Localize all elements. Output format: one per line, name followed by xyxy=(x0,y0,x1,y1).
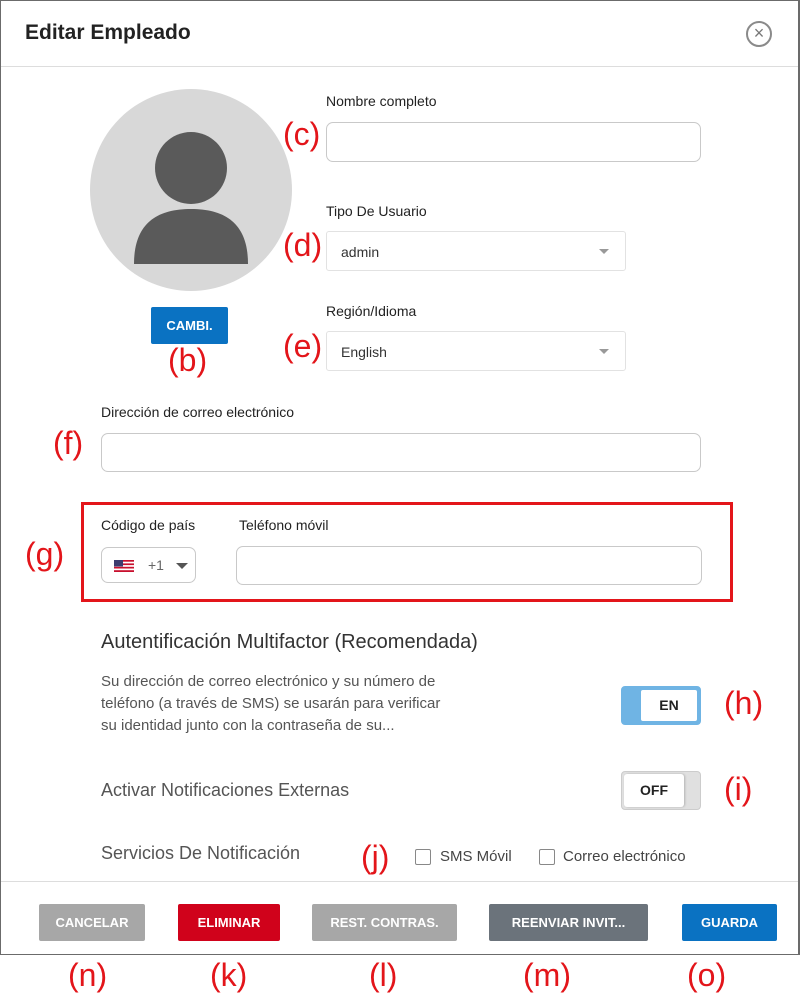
annotation-c: (c) xyxy=(283,116,321,152)
annotation-k: (k) xyxy=(210,957,248,993)
user-type-label: Tipo De Usuario xyxy=(326,203,427,219)
annotation-i: (i) xyxy=(724,771,753,807)
annotation-h: (h) xyxy=(724,685,764,721)
chevron-down-icon xyxy=(599,349,609,354)
region-value: English xyxy=(341,344,387,360)
sms-checkbox[interactable] xyxy=(415,849,431,865)
chevron-down-icon xyxy=(599,249,609,254)
notification-services-label: Servicios De Notificación xyxy=(101,843,301,863)
external-notifications-toggle-label: OFF xyxy=(624,774,684,807)
mfa-description-line: teléfono (a través de SMS) se usarán para verificar xyxy=(101,695,441,712)
dialog-title: Editar Empleado xyxy=(25,21,191,44)
mfa-toggle-label: EN xyxy=(641,690,697,721)
annotation-d: (d) xyxy=(283,227,323,263)
mfa-description xyxy=(101,671,491,737)
full-name-label: Nombre completo xyxy=(326,93,437,109)
dialog-header xyxy=(1,1,798,67)
sms-checkbox-label: SMS Móvil xyxy=(440,848,512,865)
annotation-f: (f) xyxy=(53,425,84,461)
country-code-value: +1 xyxy=(148,557,164,573)
email-checkbox-label: Correo electrónico xyxy=(563,848,686,865)
annotation-e: (e) xyxy=(283,328,323,364)
annotation-l: (l) xyxy=(369,957,398,993)
delete-button[interactable]: ELIMINAR xyxy=(178,904,280,941)
cancel-button[interactable]: CANCELAR xyxy=(39,904,145,941)
reset-password-button[interactable]: REST. CONTRAS. xyxy=(312,904,457,941)
user-type-value: admin xyxy=(341,244,380,260)
user-avatar-icon xyxy=(90,89,292,291)
external-notifications-toggle[interactable] xyxy=(621,771,701,810)
email-label: Dirección de correo electrónico xyxy=(101,404,294,420)
annotation-b: (b) xyxy=(168,342,208,378)
mobile-phone-input[interactable] xyxy=(236,546,702,585)
full-name-input[interactable] xyxy=(326,122,701,162)
annotation-m: (m) xyxy=(523,957,571,993)
close-icon[interactable]: × xyxy=(746,21,772,47)
country-code-select[interactable] xyxy=(101,547,196,583)
mfa-title: Autentificación Multifactor (Recomendada) xyxy=(101,631,478,653)
annotation-g: (g) xyxy=(25,536,65,572)
mfa-toggle[interactable] xyxy=(621,686,701,725)
chevron-down-icon xyxy=(176,563,188,569)
user-type-select[interactable] xyxy=(326,231,626,271)
save-button[interactable]: GUARDA xyxy=(682,904,777,941)
us-flag-icon xyxy=(114,560,134,572)
annotation-n: (n) xyxy=(68,957,108,993)
resend-invite-button[interactable]: REENVIAR INVIT... xyxy=(489,904,648,941)
mfa-description-line: su identidad junto con la contraseña de su... xyxy=(101,717,395,734)
country-code-label: Código de país xyxy=(101,517,196,533)
email-input[interactable] xyxy=(101,433,701,472)
email-checkbox[interactable] xyxy=(539,849,555,865)
region-select[interactable] xyxy=(326,331,626,371)
mfa-description-line: Su dirección de correo electrónico y su número de xyxy=(101,673,436,690)
region-label: Región/Idioma xyxy=(326,303,417,319)
annotation-j: (j) xyxy=(361,839,390,875)
mobile-label: Teléfono móvil xyxy=(239,517,329,533)
annotation-o: (o) xyxy=(687,957,727,993)
external-notifications-label: Activar Notificaciones Externas xyxy=(101,780,350,800)
change-photo-button[interactable]: CAMBI. xyxy=(151,307,228,344)
